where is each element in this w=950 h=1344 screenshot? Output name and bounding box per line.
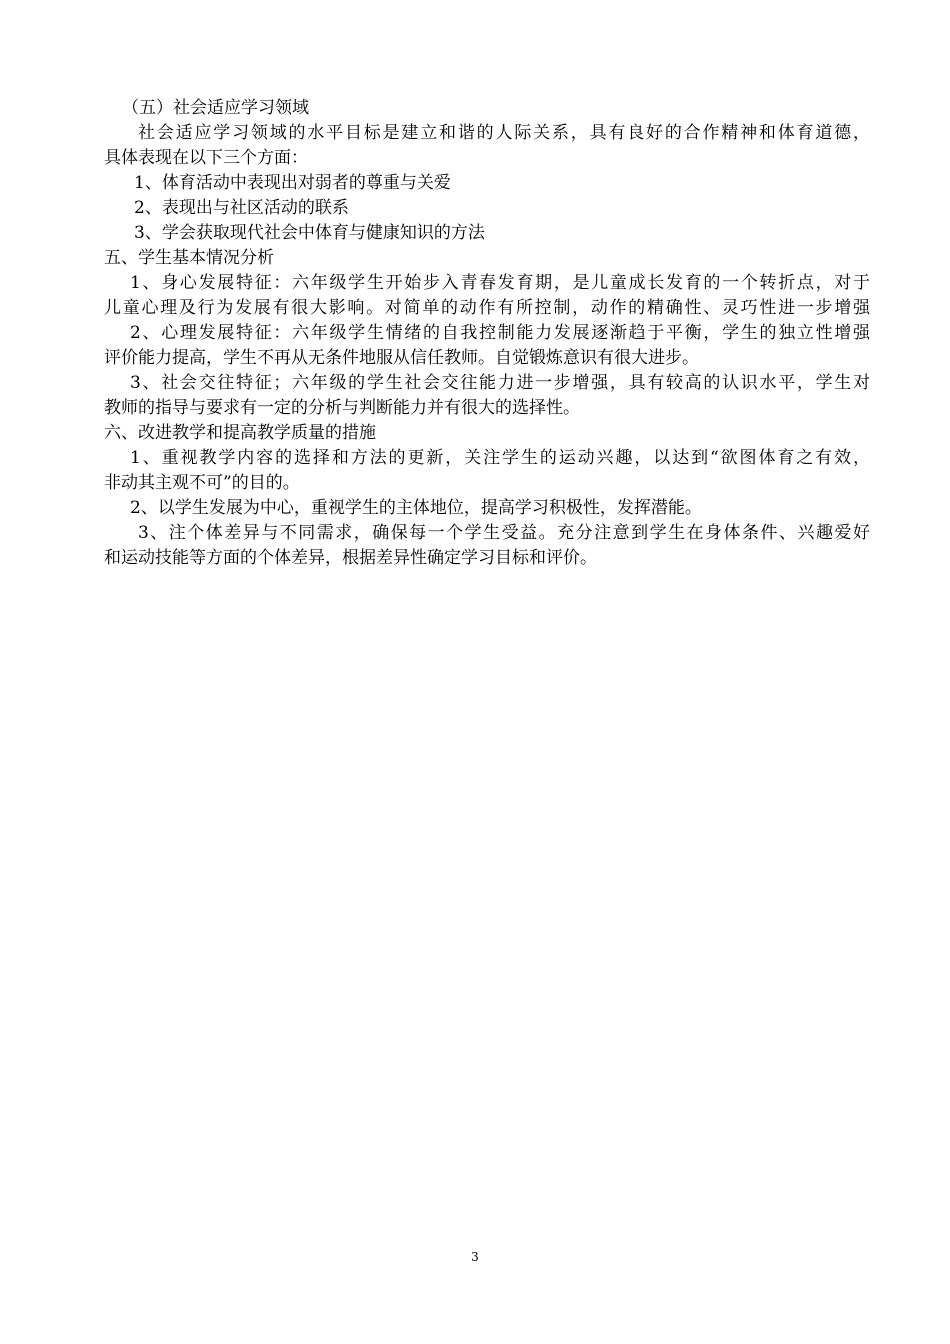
document-body — [104, 96, 870, 571]
paragraph-line: 3、社会交往特征；六年级的学生社会交往能力进一步增强，具有较高的认识水平，学生对 — [130, 373, 870, 393]
list-item: 3、学会获取现代社会中体育与健康知识的方法 — [134, 223, 485, 243]
paragraph-line: 2、心理发展特征：六年级学生情绪的自我控制能力发展逐渐趋于平衡，学生的独立性增强 — [130, 323, 870, 343]
page-number: 3 — [471, 1250, 479, 1264]
list-item: 2、表现出与社区活动的联系 — [134, 198, 349, 218]
paragraph-line: 教师的指导与要求有一定的分析与判断能力并有很大的选择性。 — [104, 398, 580, 418]
section-heading-social-adaptation: （五）社会适应学习领域 — [122, 98, 309, 118]
paragraph-line: 1、重视教学内容的选择和方法的更新，关注学生的运动兴趣，以达到“欲图体育之有效， — [130, 448, 870, 468]
paragraph-line: 具体表现在以下三个方面： — [104, 148, 308, 168]
paragraph-line: 评价能力提高，学生不再从无条件地服从信任教师。自觉锻炼意识有很大进步。 — [104, 348, 699, 368]
paragraph-line: 儿童心理及行为发展有很大影响。对简单的动作有所控制，动作的精确性、灵巧性进一步增强 — [104, 298, 870, 318]
list-item: 1、体育活动中表现出对弱者的尊重与关爱 — [134, 173, 451, 193]
paragraph-line: 社会适应学习领域的水平目标是建立和谐的人际关系，具有良好的合作精神和体育道德， — [138, 123, 870, 143]
paragraph-line: 3、注个体差异与不同需求，确保每一个学生受益。充分注意到学生在身体条件、兴趣爱好 — [138, 523, 870, 543]
paragraph-line: 和运动技能等方面的个体差异，根据差异性确定学习目标和评价。 — [104, 548, 597, 568]
paragraph-line: 2、以学生发展为中心，重视学生的主体地位，提高学习积极性，发挥潜能。 — [130, 498, 702, 518]
paragraph-line: 非动其主观不可”的目的。 — [104, 473, 300, 493]
section-heading-student-analysis: 五、学生基本情况分析 — [104, 248, 274, 268]
paragraph-line: 1、身心发展特征：六年级学生开始步入青春发育期，是儿童成长发育的一个转折点，对于 — [130, 273, 870, 293]
section-heading-improvement-measures: 六、改进教学和提高教学质量的措施 — [104, 423, 376, 443]
